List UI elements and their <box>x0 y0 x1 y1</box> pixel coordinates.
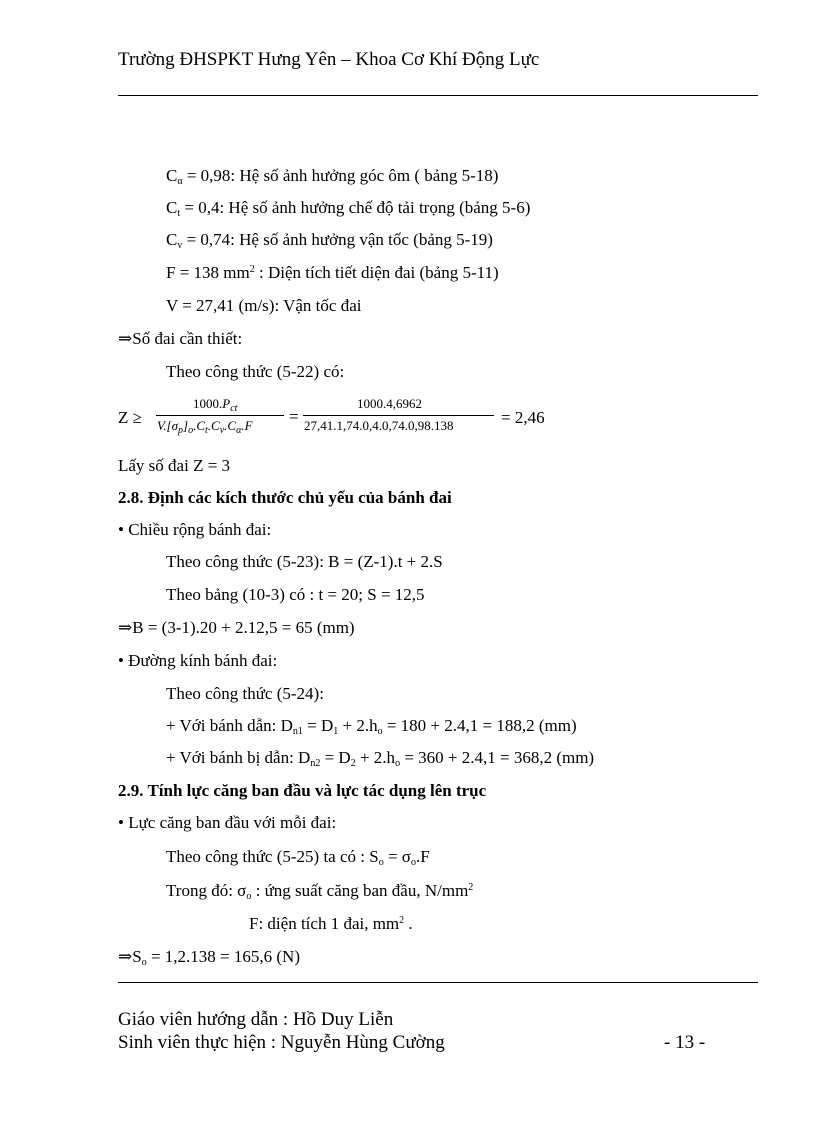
z-den1: $V.[\sigma_p]_o.C_t.C_v.C_\alpha.F$ <box>157 418 253 436</box>
footer-instructor: Giáo viên hướng dẫn : Hồ Duy Liễn <box>118 1009 394 1030</box>
section-2-8-heading: 2.8. Định các kích thước chủ yếu của bánh đai <box>118 488 452 507</box>
coef-c-alpha: $C_\alpha = 0,98$: Hệ số ảnh hưởng góc ôm ( bảng 5-18) <box>166 166 499 187</box>
z-frac1-line <box>156 415 284 416</box>
z-den2: 27,41.1,74.0,4.0,74.0,98.138 <box>304 418 454 433</box>
z-lhs: Z ≥ <box>118 408 142 427</box>
formula-5-22-intro: Theo công thức (5-22) có: <box>166 362 345 381</box>
footer-rule <box>118 982 758 983</box>
diameter-bullet: • Đường kính bánh đai: <box>118 651 278 670</box>
f-description: F: diện tích 1 đai, $mm^2$ . <box>249 914 413 933</box>
belt-count-needed: ⇒Số đai cần thiết: <box>118 329 243 348</box>
so-result: $\Rightarrow S_o = 1,2.138 = 165,6$ (N) <box>118 947 300 968</box>
belt-speed: V = 27,41 (m/s): Vận tốc đai <box>166 296 362 315</box>
take-z: Lấy số đai Z = 3 <box>118 456 231 475</box>
z-result: = 2,46 <box>501 408 545 427</box>
where-sigma: Trong đó: $\sigma_o$ : ứng suất căng ban đầu, $N/mm^2$ <box>166 881 474 902</box>
area-f: F = 138 $mm^2$ : Diện tích tiết diện đai (bảng 5-11) <box>166 263 499 282</box>
b-result: ⇒B = (3-1).20 + 2.12,5 = 65 (mm) <box>118 618 355 637</box>
z-eq: = <box>289 407 299 426</box>
tension-bullet: • Lực căng ban đầu với mỗi đai: <box>118 813 337 832</box>
formula-5-23: Theo công thức (5-23): B = (Z-1).t + 2.S <box>166 552 443 571</box>
coef-c-t: $C_t = 0,4$: Hệ số ảnh hưởng chế độ tải trọng (bảng 5-6) <box>166 198 531 219</box>
coef-c-v: $C_v = 0,74$: Hệ số ảnh hưởng vận tốc (bảng 5-19) <box>166 230 493 251</box>
z-frac2-line <box>303 415 494 416</box>
driving-pulley: + Với bánh dẫn: $D_{n1} = D_1 + 2.h_o = 180 + 2.4,1 = 188,2$ (mm) <box>166 716 577 737</box>
width-bullet: • Chiều rộng bánh đai: <box>118 520 272 539</box>
section-2-9-heading: 2.9. Tính lực căng ban đầu và lực tác dụng lên trục <box>118 781 487 800</box>
page-number: - 13 - <box>664 1032 706 1053</box>
page-header-title: Trường ĐHSPKT Hưng Yên – Khoa Cơ Khí Động Lực <box>118 49 540 70</box>
footer-student: Sinh viên thực hiện : Nguyễn Hùng Cường <box>118 1032 445 1053</box>
formula-5-25: Theo công thức (5-25) ta có : $S_o = \sigma_o.F$ <box>166 847 430 868</box>
table-10-3: Theo bảng (10-3) có : t = 20; S = 12,5 <box>166 585 425 604</box>
formula-5-24: Theo công thức (5-24): <box>166 684 324 703</box>
header-rule <box>118 95 758 96</box>
z-num1: $1000.P_{ct}$ <box>193 396 238 414</box>
z-num2: 1000.4,6962 <box>357 396 422 411</box>
driven-pulley: + Với bánh bị dẫn: $D_{n2} = D_2 + 2.h_o = 360 + 2.4,1 = 368,2$ (mm) <box>166 748 595 769</box>
